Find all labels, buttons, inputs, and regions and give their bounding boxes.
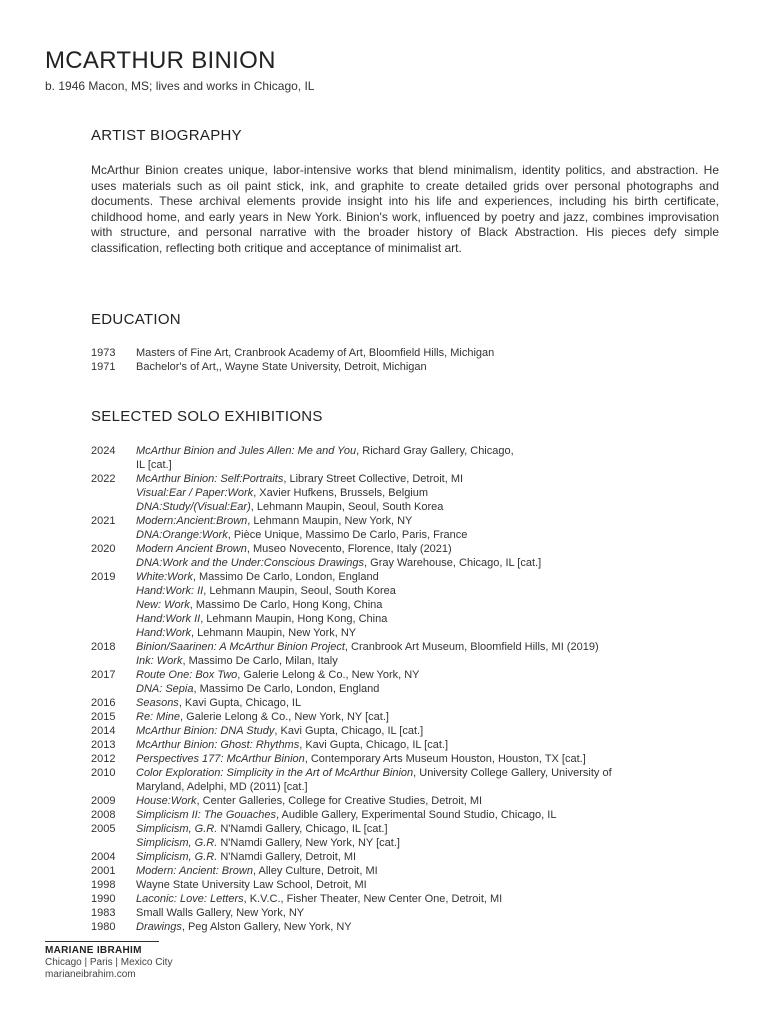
exhibition-year: 2004 xyxy=(91,851,116,863)
exhibition-row xyxy=(91,864,721,878)
exhibition-row xyxy=(91,724,721,738)
exhibition-row xyxy=(91,794,721,808)
exhibition-year: 2022 xyxy=(91,473,116,485)
exhibition-year: 2009 xyxy=(91,795,116,807)
exhibition-text xyxy=(136,528,721,542)
exhibition-text xyxy=(136,864,721,878)
exhibition-venue: , Massimo De Carlo, London, England xyxy=(193,683,380,695)
exhibition-text xyxy=(136,906,721,920)
exhibition-venue: , Lehmann Maupin, Seoul, South Korea xyxy=(203,585,396,597)
exhibition-title: DNA:Study/(Visual:Ear) xyxy=(136,501,251,513)
exhibition-year: 2020 xyxy=(91,543,116,555)
biography-text: McArthur Binion creates unique, labor-intensive works that blend minimalism, identity politics, and abstraction. He uses materials such as oil paint stick, ink, and graphite to create detailed grids over personal photographs and documents. These archival elements provide insight into his life and experiences, including his birth certificate, childhood home, and early years in New York. Binion's work, influenced by poetry and jazz, combines improvisation with structure, and personal narrative with the broader history of Black Abstraction. His pieces defy simple classification, reflecting both critique and acceptance of minimalist art. xyxy=(91,163,719,255)
exhibition-title: Ink: Work xyxy=(136,655,183,667)
exhibition-venue: , Alley Culture, Detroit, MI xyxy=(252,865,378,877)
biography-heading: ARTIST BIOGRAPHY xyxy=(91,127,242,144)
exhibition-year xyxy=(91,486,136,500)
exhibition-title: Laconic: Love: Letters xyxy=(136,893,244,905)
exhibition-title: Simplicism, G.R. xyxy=(136,851,218,863)
exhibition-venue: , Galerie Lelong & Co., New York, NY xyxy=(237,669,420,681)
exhibition-row xyxy=(91,836,721,850)
exhibition-venue: , Museo Novecento, Florence, Italy (2021) xyxy=(246,543,452,555)
exhibition-title: Hand:Work xyxy=(136,627,192,639)
exhibition-year xyxy=(91,780,136,794)
exhibition-text xyxy=(136,500,721,514)
exhibition-row xyxy=(91,878,721,892)
exhibition-title: New: Work xyxy=(136,599,190,611)
exhibition-row xyxy=(91,626,721,640)
exhibition-text xyxy=(136,892,721,906)
exhibition-title: Perspectives 177: McArthur Binion xyxy=(136,753,305,765)
exhibition-text xyxy=(136,542,721,556)
exhibition-title: Seasons xyxy=(136,697,179,709)
exhibition-venue: Small Walls Gallery, New York, NY xyxy=(136,907,305,919)
exhibition-row xyxy=(91,892,721,906)
exhibition-year: 2013 xyxy=(91,739,116,751)
exhibition-venue: , Galerie Lelong & Co., New York, NY [cat.] xyxy=(180,711,389,723)
exhibition-title: Simplicism II: The Gouaches xyxy=(136,809,276,821)
exhibition-venue: Wayne State University Law School, Detroit, MI xyxy=(136,879,367,891)
exhibition-text xyxy=(136,514,721,528)
exhibition-title: Modern: Ancient: Brown xyxy=(136,865,253,877)
exhibition-title: Simplicism, G.R. xyxy=(136,823,218,835)
exhibition-row xyxy=(91,668,721,682)
education-text: Masters of Fine Art, Cranbrook Academy of Art, Bloomfield Hills, Michigan xyxy=(136,347,495,359)
exhibition-row xyxy=(91,766,721,780)
exhibition-year: 2015 xyxy=(91,711,116,723)
exhibition-venue: , University College Gallery, University of xyxy=(413,767,612,779)
exhibition-text xyxy=(136,724,721,738)
exhibition-text xyxy=(136,822,721,836)
exhibition-venue: N'Namdi Gallery, New York, NY [cat.] xyxy=(217,837,400,849)
exhibition-text xyxy=(136,850,721,864)
exhibition-venue: , Library Street Collective, Detroit, MI xyxy=(283,473,464,485)
exhibition-text xyxy=(136,668,721,682)
exhibition-venue: IL [cat.] xyxy=(136,459,172,471)
exhibition-row xyxy=(91,906,721,920)
exhibition-title: White:Work xyxy=(136,571,193,583)
exhibition-text xyxy=(136,472,721,486)
exhibition-row xyxy=(91,542,721,556)
exhibition-text xyxy=(136,738,721,752)
exhibition-row xyxy=(91,514,721,528)
exhibition-row xyxy=(91,808,721,822)
exhibition-title: Route One: Box Two xyxy=(136,669,238,681)
exhibition-text xyxy=(136,598,721,612)
exhibition-title: Hand:Work: II xyxy=(136,585,204,597)
exhibition-row xyxy=(91,710,721,724)
exhibition-title: Re: Mine xyxy=(136,711,181,723)
exhibition-row xyxy=(91,486,721,500)
exhibition-text xyxy=(136,458,721,472)
exhibition-year: 2017 xyxy=(91,669,116,681)
exhibition-text xyxy=(136,696,721,710)
exhibition-title: McArthur Binion: DNA Study xyxy=(136,725,275,737)
footer-divider xyxy=(45,941,159,942)
education-text: Bachelor's of Art,, Wayne State University, Detroit, Michigan xyxy=(136,361,427,373)
exhibition-title: McArthur Binion: Self:Portraits xyxy=(136,473,284,485)
exhibition-text xyxy=(136,556,721,570)
artist-name: MCARTHUR BINION xyxy=(45,47,276,74)
exhibition-year xyxy=(91,528,136,542)
exhibition-year xyxy=(91,458,136,472)
exhibition-venue: , Audible Gallery, Experimental Sound Studio, Chicago, IL xyxy=(276,809,557,821)
exhibition-row xyxy=(91,472,721,486)
exhibition-year xyxy=(91,626,136,640)
exhibition-text xyxy=(136,682,721,696)
exhibition-venue: , Xavier Hufkens, Brussels, Belgium xyxy=(253,487,429,499)
education-heading: EDUCATION xyxy=(91,311,181,328)
exhibition-venue: , Massimo De Carlo, London, England xyxy=(192,571,379,583)
exhibition-venue: , Massimo De Carlo, Milan, Italy xyxy=(182,655,338,667)
exhibition-year: 1998 xyxy=(91,879,116,891)
exhibition-row xyxy=(91,640,721,654)
exhibition-row xyxy=(91,500,721,514)
exhibition-year xyxy=(91,584,136,598)
exhibition-text xyxy=(136,612,721,626)
exhibition-year xyxy=(91,598,136,612)
exhibition-row xyxy=(91,598,721,612)
exhibition-title: Modern:Ancient:Brown xyxy=(136,515,248,527)
exhibition-venue: , Lehmann Maupin, New York, NY xyxy=(247,515,413,527)
exhibition-row xyxy=(91,444,721,458)
exhibition-year: 2016 xyxy=(91,697,116,709)
exhibition-year xyxy=(91,682,136,696)
exhibition-venue: , K.V.C., Fisher Theater, New Center One, Detroit, MI xyxy=(243,893,503,905)
exhibition-row xyxy=(91,738,721,752)
exhibition-title: DNA:Orange:Work xyxy=(136,529,228,541)
exhibition-text xyxy=(136,780,721,794)
exhibition-text xyxy=(136,766,721,780)
exhibition-text xyxy=(136,878,721,892)
exhibition-year: 2005 xyxy=(91,823,116,835)
gallery-locations: Chicago | Paris | Mexico City xyxy=(45,957,173,968)
exhibition-venue: , Kavi Gupta, Chicago, IL [cat.] xyxy=(299,739,449,751)
exhibition-text xyxy=(136,920,721,934)
exhibition-venue: , Lehmann Maupin, New York, NY xyxy=(191,627,357,639)
exhibition-title: Modern Ancient Brown xyxy=(136,543,247,555)
exhibition-title: Simplicism, G.R. xyxy=(136,837,218,849)
exhibition-year: 2024 xyxy=(91,445,116,457)
exhibition-venue: N'Namdi Gallery, Chicago, IL [cat.] xyxy=(217,823,388,835)
exhibition-title: Hand:Work II xyxy=(136,613,201,625)
exhibition-venue: , Contemporary Arts Museum Houston, Houston, TX [cat.] xyxy=(304,753,586,765)
exhibition-venue: , Richard Gray Gallery, Chicago, xyxy=(356,445,514,457)
exhibition-text xyxy=(136,710,721,724)
exhibition-text xyxy=(136,836,721,850)
exhibition-title: DNA:Work and the Under:Conscious Drawings xyxy=(136,557,365,569)
exhibition-row xyxy=(91,752,721,766)
exhibition-title: McArthur Binion and Jules Allen: Me and You xyxy=(136,445,357,457)
solo-exhibitions-list xyxy=(91,444,721,934)
exhibition-venue: , Cranbrook Art Museum, Bloomfield Hills, MI (2019) xyxy=(344,641,599,653)
exhibition-year: 2018 xyxy=(91,641,116,653)
exhibition-year: 1980 xyxy=(91,921,116,933)
exhibition-year: 2001 xyxy=(91,865,116,877)
exhibition-row xyxy=(91,682,721,696)
exhibition-text xyxy=(136,752,721,766)
exhibition-venue: , Massimo De Carlo, Hong Kong, China xyxy=(189,599,383,611)
exhibition-venue: , Gray Warehouse, Chicago, IL [cat.] xyxy=(364,557,542,569)
exhibition-row xyxy=(91,584,721,598)
exhibition-text xyxy=(136,654,721,668)
gallery-website: marianeibrahim.com xyxy=(45,969,136,980)
exhibition-venue: , Kavi Gupta, Chicago, IL xyxy=(178,697,302,709)
gallery-name: MARIANE IBRAHIM xyxy=(45,945,142,956)
exhibition-row xyxy=(91,780,721,794)
exhibition-row xyxy=(91,528,721,542)
exhibition-year xyxy=(91,836,136,850)
exhibition-year: 1990 xyxy=(91,893,116,905)
exhibition-year xyxy=(91,500,136,514)
exhibition-year: 2019 xyxy=(91,571,116,583)
exhibition-text xyxy=(136,808,721,822)
education-year: 1973 xyxy=(91,347,116,359)
exhibition-title: Color Exploration: Simplicity in the Art of McArthur Binion xyxy=(136,767,414,779)
exhibition-row xyxy=(91,458,721,472)
exhibition-year: 2008 xyxy=(91,809,116,821)
exhibition-year xyxy=(91,654,136,668)
exhibition-text xyxy=(136,794,721,808)
exhibition-venue: , Lehmann Maupin, Hong Kong, China xyxy=(200,613,388,625)
exhibition-text xyxy=(136,486,721,500)
exhibition-row xyxy=(91,570,721,584)
exhibition-text xyxy=(136,584,721,598)
education-list xyxy=(91,346,721,374)
artist-birth-info: b. 1946 Macon, MS; lives and works in Chicago, IL xyxy=(45,79,315,93)
exhibition-row xyxy=(91,654,721,668)
exhibition-year xyxy=(91,612,136,626)
exhibition-row xyxy=(91,696,721,710)
exhibition-title: McArthur Binion: Ghost: Rhythms xyxy=(136,739,300,751)
education-row xyxy=(91,346,721,360)
exhibition-title: Binion/Saarinen: A McArthur Binion Project xyxy=(136,641,345,653)
education-year: 1971 xyxy=(91,361,116,373)
exhibition-year: 2021 xyxy=(91,515,116,527)
exhibition-row xyxy=(91,920,721,934)
exhibition-venue: , Center Galleries, College for Creative Studies, Detroit, MI xyxy=(196,795,483,807)
exhibition-text xyxy=(136,570,721,584)
exhibition-title: Visual:Ear / Paper:Work xyxy=(136,487,254,499)
exhibition-year: 2012 xyxy=(91,753,116,765)
exhibition-row xyxy=(91,556,721,570)
exhibition-year: 1983 xyxy=(91,907,116,919)
exhibition-title: House:Work xyxy=(136,795,197,807)
exhibition-row xyxy=(91,850,721,864)
exhibition-year: 2014 xyxy=(91,725,116,737)
exhibition-year xyxy=(91,556,136,570)
exhibition-text xyxy=(136,640,721,654)
exhibition-venue: , Kavi Gupta, Chicago, IL [cat.] xyxy=(274,725,424,737)
exhibition-venue: , Peg Alston Gallery, New York, NY xyxy=(181,921,352,933)
solo-exhibitions-heading: SELECTED SOLO EXHIBITIONS xyxy=(91,408,323,425)
exhibition-row xyxy=(91,822,721,836)
exhibition-text xyxy=(136,444,721,458)
exhibition-text xyxy=(136,626,721,640)
exhibition-row xyxy=(91,612,721,626)
exhibition-venue: , Pièce Unique, Massimo De Carlo, Paris, France xyxy=(227,529,468,541)
exhibition-venue: Maryland, Adelphi, MD (2011) [cat.] xyxy=(136,781,308,793)
exhibition-venue: N'Namdi Gallery, Detroit, MI xyxy=(217,851,357,863)
exhibition-year: 2010 xyxy=(91,767,116,779)
exhibition-title: DNA: Sepia xyxy=(136,683,194,695)
exhibition-venue: , Lehmann Maupin, Seoul, South Korea xyxy=(250,501,444,513)
education-row xyxy=(91,360,721,374)
exhibition-title: Drawings xyxy=(136,921,182,933)
